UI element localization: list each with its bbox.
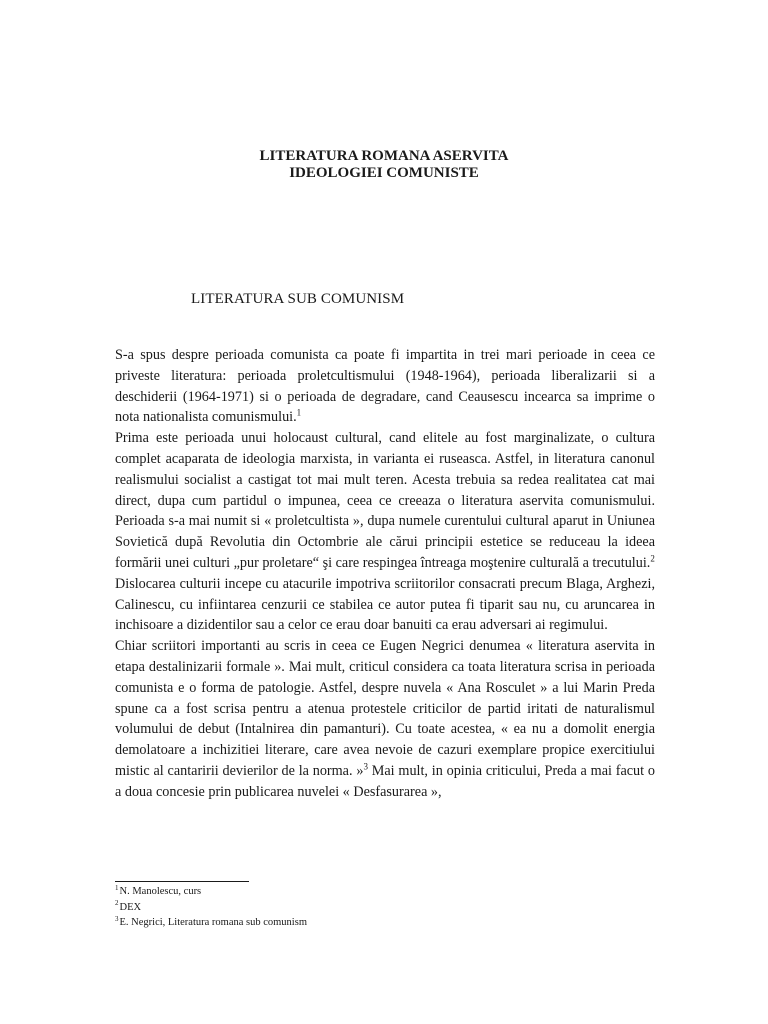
paragraph-text-continued: Mai mult, in opinia criticului, Preda a mai facut o a doua concesie prin publicarea nuvelei « Desfasurarea », xyxy=(115,762,655,800)
footnote-separator xyxy=(115,881,249,882)
footnote-text: N. Manolescu, curs xyxy=(119,886,202,897)
footnote-marker: 2 xyxy=(650,553,655,564)
footnote xyxy=(115,900,655,916)
paragraph xyxy=(115,636,655,802)
paragraph-text: Dislocarea culturii incepe cu atacurile impotriva scriitorilor consacrati precum Blaga, Arghezi, Calinescu, cu infiintarea cenzurii ce stabilea ce autor putea fi tiparit sau nu, cu aruncarea in inchisoare a dizidentilor sau a celor ce erau doar banuiti ca erau adversari ai regimului. xyxy=(115,575,655,634)
paragraph xyxy=(115,428,655,574)
footnote-text: E. Negrici, Literatura romana sub comunism xyxy=(119,917,307,928)
paragraph xyxy=(115,345,655,428)
footnote-marker: 1 xyxy=(296,407,302,418)
footnotes xyxy=(115,884,655,931)
paragraph xyxy=(115,574,655,636)
footnote-marker: 3 xyxy=(363,761,368,772)
body-text xyxy=(115,345,655,803)
section-heading: LITERATURA SUB COMUNISM xyxy=(191,291,405,307)
footnote-number: 1 xyxy=(115,883,119,892)
document-title-line-2: IDEOLOGIEI COMUNISTE xyxy=(289,165,479,181)
document-title-line-1: LITERATURA ROMANA ASERVITA xyxy=(259,148,509,164)
paragraph-text: Prima este perioada unui holocaust cultural, cand elitele au fost marginalizate, o cultura complet acaparata de ideologia marxista, in varianta ei ruseasca. Astfel, in literatura canonul realismului socialist a castigat tot mai mult teren. Acesta trebuia sa redea realitatea cat mai direct, dupa cum partidul o impunea, ceea ce creeaza o literatura aservita comunismului. Perioada s-a mai numit si « proletcultista », dupa numele curentului cultural aparut in Uniunea Sovietică după Revolutia din Octombrie ale cărui principii estetice se reduceau la ideea formării unei culturi „pur proletare“ şi care respingea întreaga moştenire culturală a trecutului. xyxy=(115,430,655,571)
footnote-number: 2 xyxy=(115,899,119,907)
footnote xyxy=(115,884,655,900)
paragraph-text: Chiar scriitori importanti au scris in ceea ce Eugen Negrici denumea « literatura aservita in etapa destalinizarii formale ». Mai mult, criticul considera ca toata literatura scrisa in perioada comunista e o forma de patologie. Astfel, despre nuvela « Ana Rosculet » a lui Marin Preda spune ca a fost scrisa pentru a atenua protestele criticilor de partid iritati de naturalismul volumului de debut (Intalnirea din pamanturi). Cu toate acestea, « ea nu a domolit energia demolatoare a inchizitiei literare, care avea nevoie de cazuri exemplare propice exercitiului mistic al cantaririi devierilor de la norma. » xyxy=(115,638,655,779)
footnote-text: DEX xyxy=(119,901,142,913)
footnote xyxy=(115,915,655,931)
paragraph-text: S-a spus despre perioada comunista ca poate fi impartita in trei mari perioade in ceea ce priveste literatura: perioada proletcultismului (1948-1964), perioada liberalizarii si a deschiderii (1964-1971) si o perioada de degradare, cand Ceausescu incearca sa imprime o nota nationalista comunismului. xyxy=(115,347,655,426)
footnote-number: 3 xyxy=(115,914,119,923)
